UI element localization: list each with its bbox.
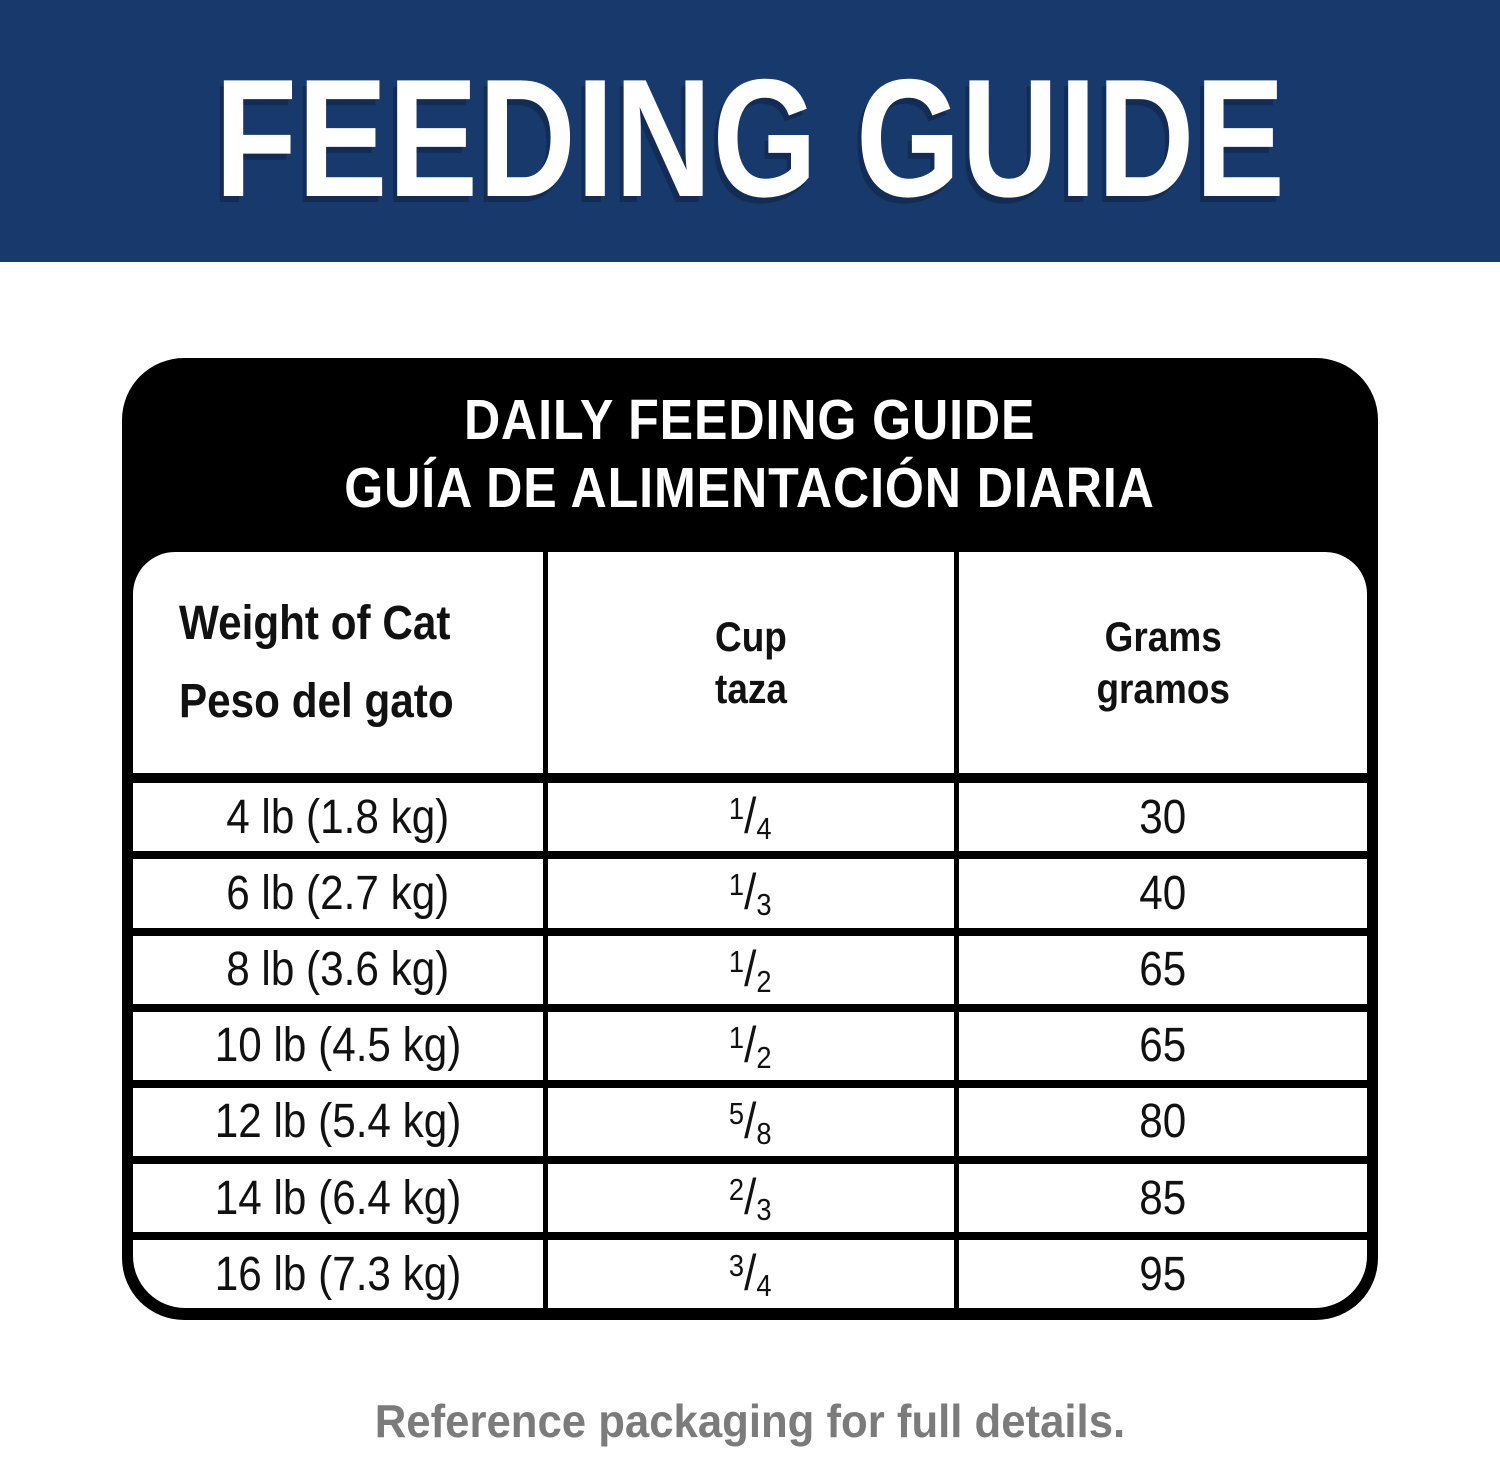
card-title-es: GUÍA DE ALIMENTACIÓN DIARIA [344, 456, 1156, 520]
table-row [133, 778, 1367, 855]
cup-fraction [729, 1016, 772, 1076]
table-row [133, 1008, 1367, 1084]
grams-value: 65 [1139, 1019, 1187, 1073]
cup-fraction [729, 940, 772, 1000]
fraction-denominator: 2 [756, 963, 772, 999]
fraction-slash: / [744, 864, 757, 921]
fraction-slash: / [744, 1169, 757, 1226]
weight-cell [133, 1084, 545, 1160]
weight-value: 14 lb (6.4 kg) [214, 1171, 462, 1225]
weight-cell [133, 1236, 545, 1308]
grams-cell [956, 1236, 1367, 1308]
grams-cell [956, 855, 1367, 931]
grams-cell [956, 1008, 1367, 1084]
feeding-table [133, 552, 1367, 1308]
grams-cell [956, 1160, 1367, 1236]
feeding-table-wrap [133, 552, 1367, 1308]
grams-cell [956, 778, 1367, 855]
table-row [133, 1236, 1367, 1308]
cup-fraction [729, 863, 772, 923]
fraction-slash: / [744, 1092, 757, 1149]
weight-value: 8 lb (3.6 kg) [226, 943, 450, 997]
card-header [133, 358, 1367, 552]
cup-cell [545, 855, 956, 931]
weight-value: 12 lb (5.4 kg) [214, 1095, 462, 1149]
cup-cell [545, 778, 956, 855]
table-row [133, 932, 1367, 1008]
weight-value: 10 lb (4.5 kg) [214, 1019, 462, 1073]
cup-cell [545, 1084, 956, 1160]
fraction-numerator: 3 [729, 1248, 745, 1284]
column-header-weight-es: Peso del gato [179, 674, 454, 728]
fraction-denominator: 3 [756, 887, 772, 923]
table-row [133, 1084, 1367, 1160]
weight-cell [133, 855, 545, 931]
column-header-grams [956, 552, 1367, 778]
weight-cell [133, 1008, 545, 1084]
fraction-numerator: 1 [729, 867, 745, 903]
cup-fraction [729, 787, 772, 847]
weight-value: 6 lb (2.7 kg) [226, 866, 450, 920]
banner-title: FEEDING GUIDE [214, 44, 1286, 232]
fraction-slash: / [744, 1245, 757, 1302]
card-title-en: DAILY FEEDING GUIDE [464, 388, 1036, 453]
footer-note: Reference packaging for full details. [374, 1395, 1126, 1447]
column-header-grams-es: gramos [1096, 664, 1230, 712]
footer [0, 1394, 1500, 1448]
column-header-weight [133, 552, 545, 778]
fraction-numerator: 1 [729, 943, 745, 979]
fraction-slash: / [744, 940, 757, 997]
cup-fraction [729, 1244, 772, 1304]
weight-cell [133, 932, 545, 1008]
weight-value: 16 lb (7.3 kg) [214, 1247, 462, 1301]
table-row [133, 1160, 1367, 1236]
fraction-slash: / [744, 1016, 757, 1073]
fraction-denominator: 3 [756, 1192, 772, 1228]
grams-value: 30 [1139, 790, 1187, 844]
weight-cell [133, 1160, 545, 1236]
cup-fraction [729, 1092, 772, 1152]
weight-cell [133, 778, 545, 855]
fraction-numerator: 2 [729, 1172, 745, 1208]
grams-value: 85 [1139, 1171, 1187, 1225]
fraction-denominator: 2 [756, 1039, 772, 1075]
grams-cell [956, 932, 1367, 1008]
cup-cell [545, 932, 956, 1008]
column-header-weight-en: Weight of Cat [179, 596, 451, 650]
column-header-cup [545, 552, 956, 778]
grams-value: 95 [1139, 1247, 1187, 1301]
fraction-denominator: 4 [756, 811, 772, 847]
table-row [133, 855, 1367, 931]
daily-feeding-guide-card [122, 358, 1378, 1320]
column-header-grams-en: Grams [1104, 612, 1222, 660]
column-header-cup-en: Cup [714, 612, 787, 660]
grams-value: 40 [1139, 866, 1187, 920]
fraction-denominator: 8 [756, 1115, 772, 1151]
cup-cell [545, 1236, 956, 1308]
grams-value: 80 [1139, 1095, 1187, 1149]
cup-cell [545, 1160, 956, 1236]
fraction-numerator: 1 [729, 791, 745, 827]
feeding-guide-banner [0, 0, 1500, 262]
fraction-numerator: 1 [729, 1019, 745, 1055]
column-header-cup-es: taza [714, 664, 787, 712]
fraction-numerator: 5 [729, 1095, 745, 1131]
fraction-slash: / [744, 788, 757, 845]
cup-cell [545, 1008, 956, 1084]
table-header-row [133, 552, 1367, 778]
weight-value: 4 lb (1.8 kg) [226, 790, 450, 844]
cup-fraction [729, 1168, 772, 1228]
grams-value: 65 [1139, 943, 1187, 997]
fraction-denominator: 4 [756, 1268, 772, 1304]
grams-cell [956, 1084, 1367, 1160]
